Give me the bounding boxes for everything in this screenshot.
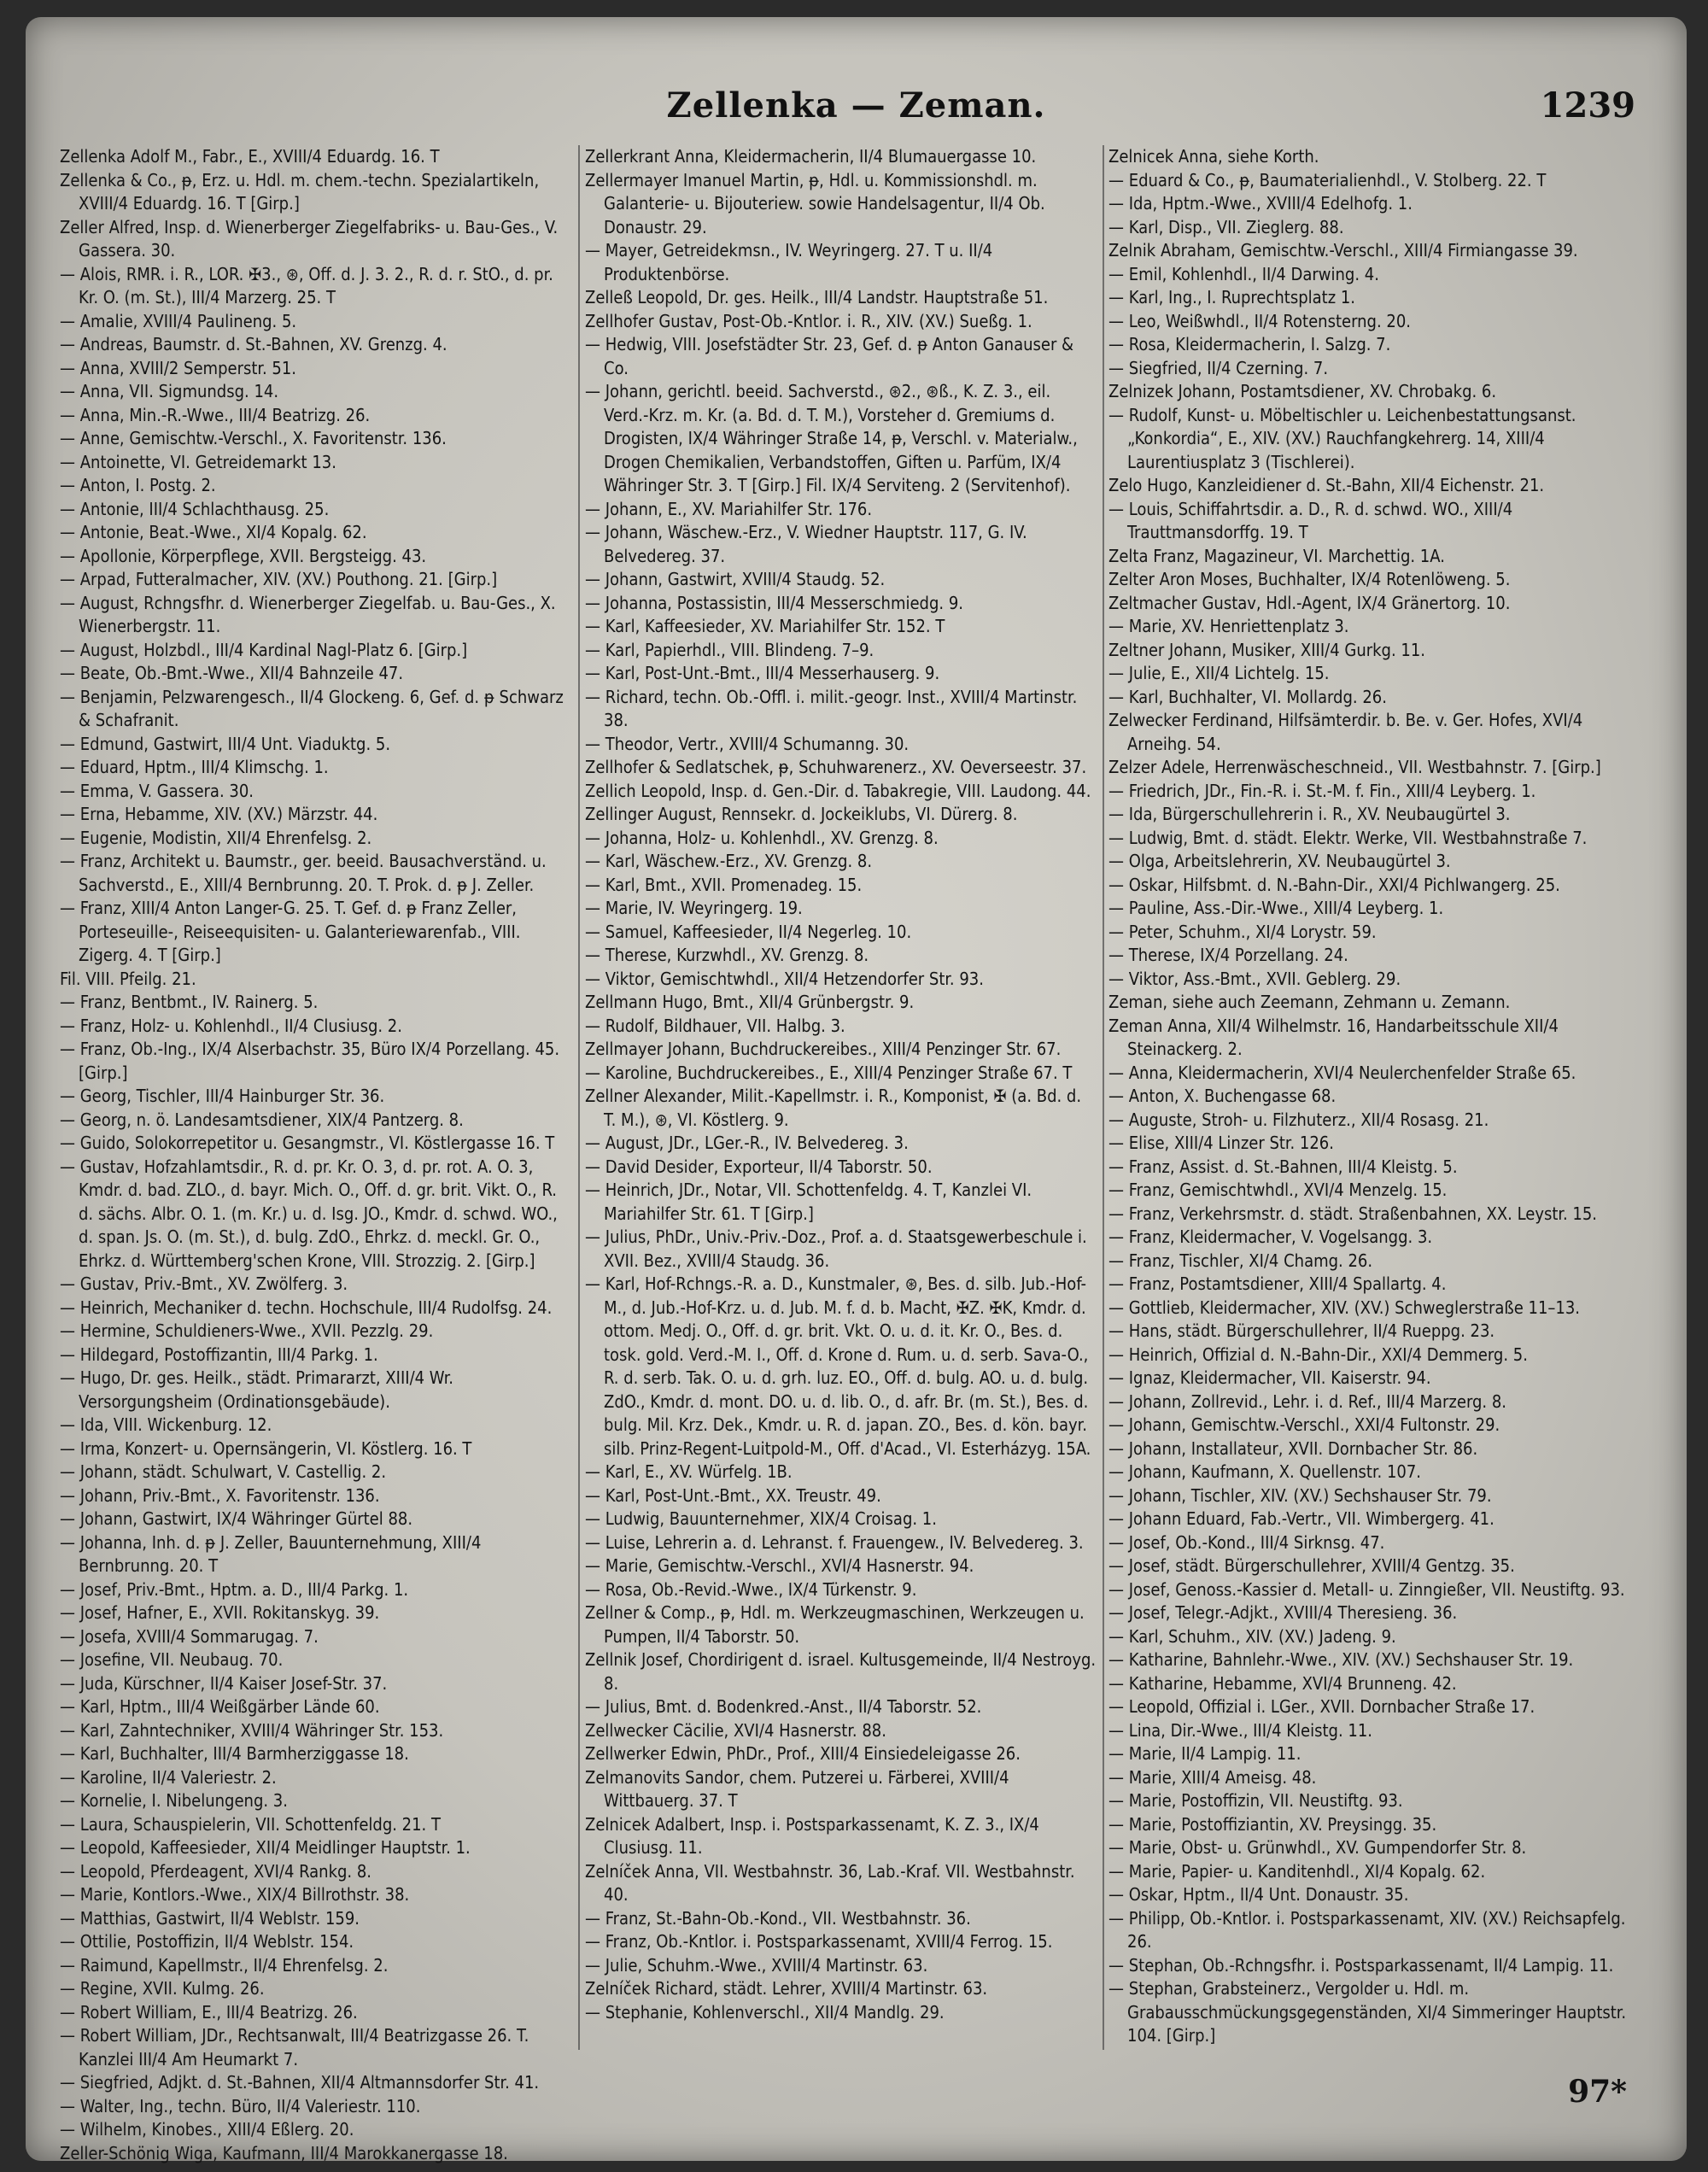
directory-entry: — Erna, Hebamme, XIV. (XV.) Märzstr. 44.: [60, 804, 378, 824]
directory-entry: — Hans, städt. Bürgerschullehrer, II/4 Rueppg. 23.: [1108, 1320, 1495, 1341]
directory-entry: — Katharine, Bahnlehr.-Wwe., XIV. (XV.) Sechshauser Str. 19.: [1108, 1649, 1574, 1670]
directory-entry: Zellhofer Gustav, Post-Ob.-Kntlor. i. R., XIV. (XV.) Sueßg. 1.: [585, 310, 1032, 331]
directory-entry: — Georg, n. ö. Landesamtsdiener, XIX/4 Pantzerg. 8.: [60, 1109, 464, 1130]
directory-entry: — Heinrich, JDr., Notar, VII. Schottenfeldg. 4. T, Kanzlei VI. Mariahilfer Str. 61. T [Girp.]: [585, 1180, 1032, 1224]
directory-entry: Zeller-Schönig Wiga, Kaufmann, III/4 Marokkanergasse 18.: [60, 2142, 508, 2163]
directory-entry: — Karl, Disp., VII. Zieglerg. 88.: [1108, 216, 1344, 237]
directory-entry: Zelzer Adele, Herrenwäscheschneid., VII. Westbahnstr. 7. [Girp.]: [1108, 757, 1601, 777]
directory-entry: — Siegfried, Adjkt. d. St.-Bahnen, XII/4 Altmannsdorfer Str. 41.: [60, 2072, 540, 2093]
directory-entry: — Marie, II/4 Lampig. 11.: [1108, 1743, 1301, 1764]
directory-entry: — Franz, Ob.-Kntlor. i. Postsparkassenamt, XVIII/4 Ferrog. 15.: [585, 1931, 1053, 1952]
directory-entry: — Laura, Schauspielerin, VII. Schottenfeldg. 21. T: [60, 1813, 441, 1835]
directory-entry: — Irma, Konzert- u. Opernsängerin, VI. Köstlerg. 16. T: [60, 1437, 472, 1459]
directory-entry: — Karl, Hof-Rchngs.-R. a. D., Kunstmaler, ⊛, Bes. d. silb. Jub.-Hof-M., d. Jub.-Hof-Krz. u. d. Jub. M. f. d. b. Macht, ✠Z. ✠K, Kmdr. d. ottom. Medj. O., Off. d. gr. brit. Vkt. O. u. d. it. Kr. O., Bes. d. tosk. gold. Verd.-M. I., Off. d. Krone d. Rum. u. d. serb. Sava-O., R. d. serb. Tak. O. u. d. grh. luz. EO., Off. d. bulg. AO. u. d. bulg. ZdO., Kmdr. d. mont. DO. u. d. lib. O., d. afr. Br. (m. St.), Bes. d. bulg. Mil. Krz. Dek., Kmdr. u. R. d. japan. ZO., Bes. d. kön. bayr. silb. Prinz-Regent-Luitpold-M., Off. d'Acad., VI. Esterházyg. 15A.: [585, 1273, 1091, 1459]
directory-entry: — Philipp, Ob.-Kntlor. i. Postsparkassenamt, XIV. (XV.) Reichsapfelg. 26.: [1108, 1907, 1626, 1952]
directory-entry: Zeltner Johann, Musiker, XIII/4 Gurkg. 11.: [1108, 639, 1425, 660]
directory-entry: — Franz, XIII/4 Anton Langer-G. 25. T. Gef. d. ᵽ Franz Zeller, Porteseuille-, Reiseequisiten- u. Galanteriewarenfab., VIII. Zigerg. 4. T [Girp.]: [60, 898, 521, 965]
directory-entry: — Stephanie, Kohlenverschl., XII/4 Mandlg. 29.: [585, 2001, 945, 2023]
directory-entry: — Luise, Lehrerin a. d. Lehranst. f. Frauengew., IV. Belvedereg. 3.: [585, 1531, 1084, 1553]
directory-entry: — Leopold, Offizial i. LGer., XVII. Dornbacher Straße 17.: [1108, 1696, 1535, 1717]
directory-entry: Zelmanovits Sandor, chem. Putzerei u. Färberei, XVIII/4 Wittbauerg. 37. T: [585, 1766, 1009, 1811]
directory-entry: — Marie, Gemischtw.-Verschl., XVI/4 Hasnerstr. 94.: [585, 1555, 974, 1576]
directory-entry: — Karl, Zahntechniker, XVIII/4 Währinger Str. 153.: [60, 1719, 444, 1741]
directory-entry: Zellwerker Edwin, PhDr., Prof., XIII/4 Einsiedeleigasse 26.: [585, 1743, 1021, 1764]
directory-entry: Zellmann Hugo, Bmt., XII/4 Grünbergstr. 9.: [585, 992, 915, 1012]
directory-entry: — Karl, Schuhm., XIV. (XV.) Jadeng. 9.: [1108, 1625, 1396, 1647]
directory-entry: — Antonie, III/4 Schlachthausg. 25.: [60, 498, 330, 519]
directory-entry: — Alois, RMR. i. R., LOR. ✠3., ⊛, Off. d. J. 3. 2., R. d. r. StO., d. pr. Kr. O. (m. St.), III/4 Marzerg. 25. T: [60, 263, 553, 307]
directory-entry: Zelwecker Ferdinand, Hilfsämterdir. b. Be. v. Ger. Hofes, XVI/4 Arneihg. 54.: [1108, 710, 1583, 754]
directory-entry: — Rosa, Kleidermacherin, I. Salzg. 7.: [1108, 334, 1391, 354]
directory-entry: — Johann, Gastwirt, XVIII/4 Staudg. 52.: [585, 569, 886, 589]
directory-entry: — Johann, Kaufmann, X. Quellenstr. 107.: [1108, 1461, 1422, 1482]
directory-entry: — Josefine, VII. Neubaug. 70.: [60, 1649, 284, 1670]
directory-entry: — Lina, Dir.-Wwe., III/4 Kleistg. 11.: [1108, 1719, 1373, 1741]
directory-entry: Zellenka & Co., ᵽ, Erz. u. Hdl. m. chem.-techn. Spezialartikeln, XVIII/4 Eduardg. 16. T [Girp.]: [60, 169, 540, 214]
directory-entry: — Franz, St.-Bahn-Ob.-Kond., VII. Westbahnstr. 36.: [585, 1907, 971, 1929]
directory-entry: — Karl, Buchhalter, III/4 Barmherziggasse 18.: [60, 1743, 409, 1764]
directory-entry: Zellenka Adolf M., Fabr., E., XVIII/4 Eduardg. 16. T: [60, 146, 440, 167]
directory-entry: — Anne, Gemischtw.-Verschl., X. Favoritenstr. 136.: [60, 428, 447, 448]
directory-entry: — Karl, Buchhalter, VI. Mollardg. 26.: [1108, 686, 1387, 707]
directory-entry: — Karl, Wäschew.-Erz., XV. Grenzg. 8.: [585, 851, 873, 871]
directory-entry: — Franz, Assist. d. St.-Bahnen, III/4 Kleistg. 5.: [1108, 1156, 1458, 1177]
directory-entry: — Marie, Postoffizin, VII. Neustiftg. 93.: [1108, 1790, 1403, 1811]
directory-entry: — August, JDr., LGer.-R., IV. Belvedereg. 3.: [585, 1133, 909, 1153]
directory-entry: — Rosa, Ob.-Revid.-Wwe., IX/4 Türkenstr. 9.: [585, 1578, 917, 1600]
directory-entry: — Karl, Hptm., III/4 Weißgärber Lände 60.: [60, 1696, 380, 1717]
directory-entry: Zeller Alfred, Insp. d. Wienerberger Ziegelfabriks- u. Bau-Ges., V. Gassera. 30.: [60, 216, 559, 261]
directory-entry: — Marie, IV. Weyringerg. 19.: [585, 898, 803, 918]
directory-entry: — Hedwig, VIII. Josefstädter Str. 23, Gef. d. ᵽ Anton Ganauser & Co.: [585, 334, 1074, 378]
directory-entry: — Rudolf, Kunst- u. Möbeltischler u. Leichenbestattungsanst. „Konkordia“, E., XIV. (XV.) Rauchfangkehrerg. 14, XIII/4 Laurentiusplatz 3 (Tischlerei).: [1108, 404, 1576, 472]
directory-entry: Zelnicek Anna, siehe Korth.: [1108, 146, 1319, 167]
directory-entry: — Karl, Bmt., XVII. Promenadeg. 15.: [585, 874, 863, 895]
directory-entry: Zellmayer Johann, Buchdruckereibes., XIII/4 Penzinger Str. 67.: [585, 1039, 1062, 1059]
directory-entry: — Georg, Tischler, III/4 Hainburger Str. 36.: [60, 1086, 385, 1106]
directory-entry: — Johann, E., XV. Mariahilfer Str. 176.: [585, 498, 873, 519]
directory-entry: — Pauline, Ass.-Dir.-Wwe., XIII/4 Leyberg. 1.: [1108, 898, 1444, 918]
directory-entry: — Hermine, Schuldieners-Wwe., XVII. Pezzlg. 29.: [60, 1320, 434, 1341]
directory-entry: — Franz, Bentbmt., IV. Rainerg. 5.: [60, 992, 319, 1012]
directory-entry: — Anna, VII. Sigmundsg. 14.: [60, 381, 279, 401]
directory-entry: — Ida, VIII. Wickenburg. 12.: [60, 1414, 272, 1435]
directory-entry: — Leopold, Kaffeesieder, XII/4 Meidlinger Hauptstr. 1.: [60, 1837, 471, 1858]
directory-entry: — Hugo, Dr. ges. Heilk., städt. Primararzt, XIII/4 Wr. Versorgungsheim (Ordinationsgebäude).: [60, 1367, 453, 1412]
directory-entry: — Johann Eduard, Fab.-Vertr., VII. Wimbergerg. 41.: [1108, 1508, 1494, 1529]
directory-entry: — Karl, E., XV. Würfelg. 1B.: [585, 1461, 793, 1482]
directory-entry: — Johann, Tischler, XIV. (XV.) Sechshauser Str. 79.: [1108, 1484, 1492, 1506]
directory-entry: — Johann, Gastwirt, IX/4 Währinger Gürtel 88.: [60, 1508, 413, 1529]
sheet-signature: 97*: [1568, 2074, 1627, 2110]
directory-entry: — Franz, Tischler, XI/4 Chamg. 26.: [1108, 1250, 1373, 1271]
directory-entry: — Peter, Schuhm., XI/4 Lorystr. 59.: [1108, 921, 1377, 942]
directory-entry: — Marie, Obst- u. Grünwhdl., XV. Gumpendorfer Str. 8.: [1108, 1837, 1527, 1858]
directory-entry: — Franz, Architekt u. Baumstr., ger. beeid. Bausachverständ. u. Sachverstd., E., XIII/4 Bernbrunng. 20. T. Prok. d. ᵽ J. Zeller.: [60, 851, 547, 895]
directory-entry: — Karl, Papierhdl., VIII. Blindeng. 7–9.: [585, 639, 874, 660]
directory-entry: — Heinrich, Mechaniker d. techn. Hochschule, III/4 Rudolfsg. 24.: [60, 1297, 553, 1318]
directory-entry: Zellwecker Cäcilie, XVI/4 Hasnerstr. 88.: [585, 1719, 886, 1741]
directory-entry: — Julie, Schuhm.-Wwe., XVIII/4 Martinstr. 63.: [585, 1954, 928, 1976]
directory-entry: — Beate, Ob.-Bmt.-Wwe., XII/4 Bahnzeile 47.: [60, 663, 404, 683]
directory-entry: — Edmund, Gastwirt, III/4 Unt. Viaduktg. 5.: [60, 733, 391, 754]
directory-entry: — August, Rchngsfhr. d. Wienerberger Ziegelfab. u. Bau-Ges., X. Wienerbergstr. 11.: [60, 592, 556, 636]
directory-entry: — Auguste, Stroh- u. Filzhuterz., XII/4 Rosasg. 21.: [1108, 1109, 1489, 1130]
directory-entry: — Gustav, Priv.-Bmt., XV. Zwölferg. 3.: [60, 1273, 348, 1294]
directory-entry: — Louis, Schiffahrtsdir. a. D., R. d. schwd. WO., XIII/4 Trauttmansdorffg. 19. T: [1108, 498, 1513, 542]
directory-entry: — Antoinette, VI. Getreidemarkt 13.: [60, 451, 336, 472]
directory-entry: — Oskar, Hptm., II/4 Unt. Donaustr. 35.: [1108, 1884, 1409, 1905]
directory-entry: — Anna, XVIII/2 Semperstr. 51.: [60, 357, 296, 378]
directory-entry: — Marie, Postoffiziantin, XV. Preysingg. 35.: [1108, 1813, 1437, 1835]
directory-entry: — Josef, städt. Bürgerschullehrer, XVIII/4 Gentzg. 35.: [1108, 1555, 1515, 1576]
directory-entry: — Johanna, Postassistin, III/4 Messerschmiedg. 9.: [585, 592, 963, 613]
directory-entry: — Johanna, Holz- u. Kohlenhdl., XV. Grenzg. 8.: [585, 827, 939, 848]
directory-entry: — Samuel, Kaffeesieder, II/4 Negerleg. 10.: [585, 921, 912, 942]
directory-entry: — Johann, Priv.-Bmt., X. Favoritenstr. 136.: [60, 1484, 380, 1506]
directory-entry: Zelnicek Adalbert, Insp. i. Postsparkassenamt, K. Z. 3., IX/4 Clusiusg. 11.: [585, 1813, 1039, 1858]
page-number: 1239: [1540, 85, 1635, 126]
directory-entry: — Julius, PhDr., Univ.-Priv.-Doz., Prof. a. d. Staatsgewerbeschule i. XVII. Bez., XVIII/4 Staudg. 36.: [585, 1227, 1087, 1271]
directory-entry: — Katharine, Hebamme, XVI/4 Brunneng. 42.: [1108, 1672, 1457, 1694]
directory-entry: Zellner & Comp., ᵽ, Hdl. m. Werkzeugmaschinen, Werkzeugen u. Pumpen, II/4 Taborstr. 50.: [585, 1602, 1085, 1647]
column-1: [60, 145, 572, 2163]
directory-entry: — Franz, Verkehrsmstr. d. städt. Straßenbahnen, XX. Leystr. 15.: [1108, 1203, 1597, 1224]
directory-entry: — Karoline, II/4 Valeriestr. 2.: [60, 1766, 277, 1788]
directory-entry: — Robert William, E., III/4 Beatrizg. 26.: [60, 2001, 358, 2023]
directory-entry: — Rudolf, Bildhauer, VII. Halbg. 3.: [585, 1015, 845, 1036]
directory-entry: — Johann, städt. Schulwart, V. Castellig. 2.: [60, 1461, 387, 1482]
page-title: Zellenka — Zeman.: [666, 85, 1046, 126]
directory-entry: — Marie, XV. Henriettenplatz 3.: [1108, 616, 1349, 636]
directory-entry: — Franz, Holz- u. Kohlenhdl., II/4 Clusiusg. 2.: [60, 1015, 402, 1036]
directory-entry: — Julie, E., XII/4 Lichtelg. 15.: [1108, 663, 1330, 683]
directory-entry: — Franz, Postamtsdiener, XIII/4 Spallartg. 4.: [1108, 1273, 1447, 1294]
directory-entry: — Franz, Ob.-Ing., IX/4 Alserbachstr. 35, Büro IX/4 Porzellang. 45. [Girp.]: [60, 1039, 560, 1083]
directory-entry: — Marie, Papier- u. Kanditenhdl., XI/4 Kopalg. 62.: [1108, 1860, 1486, 1882]
directory-entry: — Eduard, Hptm., III/4 Klimschg. 1.: [60, 757, 329, 777]
directory-entry: — Emma, V. Gassera. 30.: [60, 780, 254, 801]
directory-entry: — Karl, Post-Unt.-Bmt., XX. Treustr. 49.: [585, 1484, 881, 1506]
directory-entry: — Josef, Genoss.-Kassier d. Metall- u. Zinngießer, VII. Neustiftg. 93.: [1108, 1578, 1625, 1600]
directory-entry: — Juda, Kürschner, II/4 Kaiser Josef-Str. 37.: [60, 1672, 388, 1694]
column-3: [1108, 145, 1629, 2058]
directory-entry: Zeman, siehe auch Zeemann, Zehmann u. Zemann.: [1108, 992, 1511, 1012]
directory-entry: Zellich Leopold, Insp. d. Gen.-Dir. d. Tabakregie, VIII. Laudong. 44.: [585, 780, 1091, 801]
directory-entry: — Karoline, Buchdruckereibes., E., XIII/4 Penzinger Straße 67. T: [585, 1062, 1073, 1083]
directory-entry: Zellermayer Imanuel Martin, ᵽ, Hdl. u. Kommissionshdl. m. Galanterie- u. Bijouteriew. sowie Handelsagentur, II/4 Ob. Donaustr. 29.: [585, 169, 1045, 237]
directory-entry: — Heinrich, Offizial d. N.-Bahn-Dir., XXI/4 Demmerg. 5.: [1108, 1344, 1528, 1365]
directory-entry: — Siegfried, II/4 Czerning. 7.: [1108, 357, 1329, 378]
directory-entry: — Josef, Ob.-Kond., III/4 Sirknsg. 47.: [1108, 1531, 1385, 1553]
directory-entry: — Karl, Post-Unt.-Bmt., III/4 Messerhauserg. 9.: [585, 663, 940, 683]
directory-entry: Fil. VIII. Pfeilg. 21.: [60, 968, 196, 989]
directory-entry: Zellhofer & Sedlatschek, ᵽ, Schuhwarenerz., XV. Oeverseestr. 37.: [585, 757, 1087, 777]
directory-entry: — Anton, X. Buchengasse 68.: [1108, 1086, 1337, 1106]
directory-entry: — Mayer, Getreidekmsn., IV. Weyringerg. 27. T u. II/4 Produktenbörse.: [585, 240, 993, 284]
directory-entry: — Antonie, Beat.-Wwe., XI/4 Kopalg. 62.: [60, 522, 367, 542]
directory-entry: Zelníček Anna, VII. Westbahnstr. 36, Lab.-Kraf. VII. Westbahnstr. 40.: [585, 1860, 1075, 1905]
directory-entry: Zelta Franz, Magazineur, VI. Marchettig. 1A.: [1108, 545, 1445, 566]
directory-entry: — Friedrich, JDr., Fin.-R. i. St.-M. f. Fin., XIII/4 Leyberg. 1.: [1108, 780, 1536, 801]
directory-entry: — Josefa, XVIII/4 Sommarugag. 7.: [60, 1625, 319, 1647]
directory-entry: Zelter Aron Moses, Buchhalter, IX/4 Rotenlöweng. 5.: [1108, 569, 1511, 589]
directory-entry: — Benjamin, Pelzwarengesch., II/4 Glockeng. 6, Gef. d. ᵽ Schwarz & Schafranit.: [60, 686, 564, 730]
directory-entry: Zelleß Leopold, Dr. ges. Heilk., III/4 Landstr. Hauptstraße 51.: [585, 287, 1049, 307]
directory-entry: — Johann, Gemischtw.-Verschl., XXI/4 Fultonstr. 29.: [1108, 1414, 1500, 1435]
directory-entry: — Johann, Zollrevid., Lehr. i. d. Ref., III/4 Marzerg. 8.: [1108, 1390, 1506, 1412]
directory-entry: — David Desider, Exporteur, II/4 Taborstr. 50.: [585, 1156, 933, 1177]
directory-entry: — Eduard & Co., ᵽ, Baumaterialienhdl., V. Stolberg. 22. T: [1108, 169, 1547, 190]
directory-entry: — Ottilie, Postoffizin, II/4 Weblstr. 154.: [60, 1931, 354, 1952]
page-header: [26, 85, 1687, 137]
directory-entry: — Elise, XIII/4 Linzer Str. 126.: [1108, 1133, 1334, 1153]
directory-entry: — Josef, Priv.-Bmt., Hptm. a. D., III/4 Parkg. 1.: [60, 1578, 409, 1600]
directory-entry: — Stephan, Grabsteinerz., Vergolder u. Hdl. m. Grabausschmückungsgegenständen, XI/4 Simmeringer Hauptstr. 104. [Girp.]: [1108, 1978, 1627, 2046]
directory-entry: Zellinger August, Rennsekr. d. Jockeiklubs, VI. Dürerg. 8.: [585, 804, 1018, 824]
directory-entry: — Johann, Wäschew.-Erz., V. Wiedner Hauptstr. 117, G. IV. Belvedereg. 37.: [585, 522, 1027, 566]
directory-entry: — Wilhelm, Kinobes., XIII/4 Eßlerg. 20.: [60, 2119, 354, 2140]
directory-entry: — Ignaz, Kleidermacher, VII. Kaiserstr. 94.: [1108, 1367, 1431, 1388]
directory-entry: — Gottlieb, Kleidermacher, XIV. (XV.) Schweglerstraße 11–13.: [1108, 1297, 1581, 1318]
directory-entry: Zelo Hugo, Kanzleidiener d. St.-Bahn, XII/4 Eichenstr. 21.: [1108, 475, 1545, 495]
directory-entry: — Matthias, Gastwirt, II/4 Weblstr. 159.: [60, 1907, 360, 1929]
directory-entry: — Julius, Bmt. d. Bodenkred.-Anst., II/4 Taborstr. 52.: [585, 1696, 982, 1717]
directory-entry: Zelnik Abraham, Gemischtw.-Verschl., XIII/4 Firmiangasse 39.: [1108, 240, 1578, 261]
directory-entry: — Karl, Kaffeesieder, XV. Mariahilfer Str. 152. T: [585, 616, 945, 636]
column-divider: [578, 145, 580, 2050]
directory-entry: — Gustav, Hofzahlamtsdir., R. d. pr. Kr. O. 3, d. pr. rot. A. O. 3, Kmdr. d. bad. ZLO., d. bayr. Mich. O., Off. d. gr. brit. Vikt. O., R. d. sächs. Albr. O. 1. (m. Kr.) u. d. Isg. JO., Kmdr. d. schwd. WO., d. span. Js. O. (m. St.), d. bulg. ZdO., Ehrkz. d. meckl. Gr. O., Ehrkz. d. Württemberg'schen Krone, VIII. Strozzig. 2. [Girp.]: [60, 1156, 558, 1271]
directory-entry: — Hildegard, Postoffizantin, III/4 Parkg. 1.: [60, 1344, 378, 1365]
directory-entry: — Raimund, Kapellmstr., II/4 Ehrenfelsg. 2.: [60, 1954, 389, 1976]
directory-entry: — Richard, techn. Ob.-Offl. i. milit.-geogr. Inst., XVIII/4 Martinstr. 38.: [585, 686, 1078, 730]
directory-entry: — Viktor, Ass.-Bmt., XVII. Geblerg. 29.: [1108, 968, 1401, 989]
directory-entry: — Eugenie, Modistin, XII/4 Ehrenfelsg. 2.: [60, 827, 372, 848]
directory-entry: — Kornelie, I. Nibelungeng. 3.: [60, 1790, 288, 1811]
directory-entry: — Anton, I. Postg. 2.: [60, 475, 216, 495]
directory-entry: — Theodor, Vertr., XVIII/4 Schumanng. 30.: [585, 733, 910, 754]
directory-entry: — Regine, XVII. Kulmg. 26.: [60, 1978, 265, 1999]
directory-entry: — Ludwig, Bmt. d. städt. Elektr. Werke, VII. Westbahnstraße 7.: [1108, 827, 1588, 848]
directory-entry: — Robert William, JDr., Rechtsanwalt, III/4 Beatrizgasse 26. T. Kanzlei III/4 Am Heumarkt 7.: [60, 2025, 529, 2070]
directory-entry: — Leo, Weißwhdl., II/4 Rotensterng. 20.: [1108, 310, 1411, 331]
directory-page: [26, 17, 1687, 2161]
directory-entry: — Andreas, Baumstr. d. St.-Bahnen, XV. Grenzg. 4.: [60, 334, 447, 354]
directory-entry: — Emil, Kohlenhdl., II/4 Darwing. 4.: [1108, 263, 1379, 284]
directory-entry: — Franz, Gemischtwhdl., XVI/4 Menzelg. 15.: [1108, 1180, 1448, 1200]
directory-entry: Zeltmacher Gustav, Hdl.-Agent, IX/4 Gränertorg. 10.: [1108, 592, 1511, 613]
directory-entry: — Karl, Ing., I. Ruprechtsplatz 1.: [1108, 287, 1356, 307]
directory-entry: Zellerkrant Anna, Kleidermacherin, II/4 Blumauergasse 10.: [585, 146, 1037, 167]
directory-entry: — Josef, Telegr.-Adjkt., XVIII/4 Theresieng. 36.: [1108, 1602, 1458, 1623]
directory-entry: — Ludwig, Bauunternehmer, XIX/4 Croisag. 1.: [585, 1508, 937, 1529]
directory-entry: — Amalie, XVIII/4 Paulineng. 5.: [60, 310, 297, 331]
directory-entry: — Marie, Kontlors.-Wwe., XIX/4 Billrothstr. 38.: [60, 1884, 410, 1905]
directory-entry: — Apollonie, Körperpflege, XVII. Bergsteigg. 43.: [60, 545, 427, 566]
directory-entry: — Ida, Bürgerschullehrerin i. R., XV. Neubaugürtel 3.: [1108, 804, 1511, 824]
directory-entry: — Anna, Kleidermacherin, XVI/4 Neulerchenfelder Straße 65.: [1108, 1062, 1576, 1083]
directory-entry: — Johann, gerichtl. beeid. Sachverstd., ⊛2., ⊛ß., K. Z. 3., eil. Verd.-Krz. m. Kr. (a. Bd. d. T. M.), Vorsteher d. Gremiums d. Drogisten, IX/4 Währinger Straße 14, ᵽ, Verschl. v. Materialw., Drogen Chemikalien, Verbandstoffen, Giften u. Parfüm, IX/4 Währinger Str. 3. T [Girp.] Fil. IX/4 Serviteng. 2 (Servitenhof).: [585, 381, 1078, 495]
column-2: [585, 145, 1097, 2058]
directory-entry: Zellnik Josef, Chordirigent d. israel. Kultusgemeinde, II/4 Nestroyg. 8.: [585, 1649, 1097, 1694]
directory-entry: — Therese, Kurzwhdl., XV. Grenzg. 8.: [585, 945, 869, 965]
directory-entry: — Johann, Installateur, XVII. Dornbacher Str. 86.: [1108, 1437, 1478, 1459]
directory-entry: — Arpad, Futteralmacher, XIV. (XV.) Pouthong. 21. [Girp.]: [60, 569, 498, 589]
directory-entry: — Therese, IX/4 Porzellang. 24.: [1108, 945, 1348, 965]
directory-entry: — Walter, Ing., techn. Büro, II/4 Valeriestr. 110.: [60, 2095, 421, 2116]
directory-entry: Zeman Anna, XII/4 Wilhelmstr. 16, Handarbeitsschule XII/4 Steinackerg. 2.: [1108, 1015, 1559, 1059]
directory-entry: — Franz, Kleidermacher, V. Vogelsangg. 3.: [1108, 1227, 1433, 1247]
directory-entry: — Viktor, Gemischtwhdl., XII/4 Hetzendorfer Str. 93.: [585, 968, 984, 989]
column-divider: [1103, 145, 1104, 2050]
directory-entry: — Stephan, Ob.-Rchngsfhr. i. Postsparkassenamt, II/4 Lampig. 11.: [1108, 1954, 1614, 1976]
directory-entry: Zellner Alexander, Milit.-Kapellmstr. i. R., Komponist, ✠ (a. Bd. d. T. M.), ⊛, VI. Köstlerg. 9.: [585, 1086, 1082, 1130]
directory-entry: — Oskar, Hilfsbmt. d. N.-Bahn-Dir., XXI/4 Pichlwangerg. 25.: [1108, 874, 1560, 895]
directory-entry: — August, Holzbdl., III/4 Kardinal Nagl-Platz 6. [Girp.]: [60, 639, 468, 660]
directory-entry: Zelníček Richard, städt. Lehrer, XVIII/4 Martinstr. 63.: [585, 1978, 988, 1999]
directory-entry: Zelnizek Johann, Postamtsdiener, XV. Chrobakg. 6.: [1108, 381, 1497, 401]
directory-entry: — Ida, Hptm.-Wwe., XVIII/4 Edelhofg. 1.: [1108, 193, 1413, 214]
directory-entry: — Leopold, Pferdeagent, XVI/4 Rankg. 8.: [60, 1860, 372, 1882]
directory-entry: — Olga, Arbeitslehrerin, XV. Neubaugürtel 3.: [1108, 851, 1451, 871]
directory-entry: — Guido, Solokorrepetitor u. Gesangmstr., VI. Köstlergasse 16. T: [60, 1133, 555, 1153]
directory-entry: — Josef, Hafner, E., XVII. Rokitanskyg. 39.: [60, 1602, 380, 1623]
directory-entry: — Anna, Min.-R.-Wwe., III/4 Beatrizg. 26.: [60, 404, 371, 425]
directory-entry: — Marie, XIII/4 Ameisg. 48.: [1108, 1766, 1317, 1788]
directory-entry: — Johanna, Inh. d. ᵽ J. Zeller, Bauunternehmung, XIII/4 Bernbrunng. 20. T: [60, 1531, 482, 1576]
